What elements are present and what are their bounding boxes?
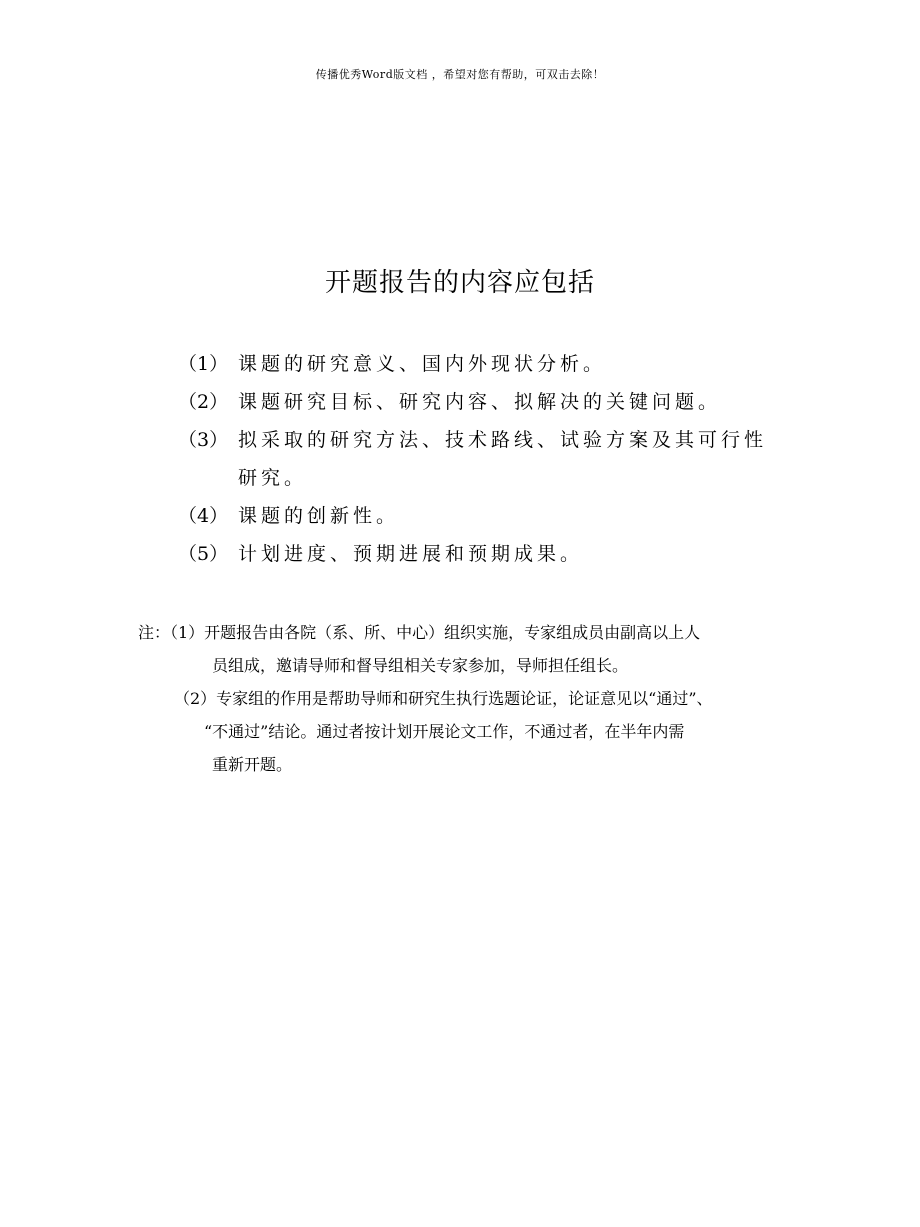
list-item-text-continuation: 研究。 xyxy=(238,467,308,489)
list-item xyxy=(178,535,818,573)
note-line: 重新开题。 xyxy=(212,755,293,774)
note-line: 员组成，邀请导师和督导组相关专家参加，导师担任组长。 xyxy=(212,656,629,675)
list-item-text: 课题的创新性。 xyxy=(238,505,400,527)
list-item xyxy=(178,345,818,383)
list-item-text-wrapper xyxy=(238,421,818,497)
notes-section xyxy=(138,616,798,781)
list-item-number: （2） xyxy=(178,391,229,413)
list-item xyxy=(178,421,818,497)
note-line: “不通过”结论。通过者按计划开展论文工作，不通过者，在半年内需 xyxy=(204,722,685,741)
list-item-text: 计划进度、预期进展和预期成果。 xyxy=(238,543,584,565)
list-item xyxy=(178,497,818,535)
list-item-text: 课题研究目标、研究内容、拟解决的关键问题。 xyxy=(238,391,722,413)
page-title: 开题报告的内容应包括 xyxy=(324,268,595,298)
list-item-number: （3） xyxy=(178,429,229,451)
list-item xyxy=(178,383,818,421)
list-item-number: （1） xyxy=(178,353,229,375)
list-item-text: 拟采取的研究方法、技术路线、试验方案及其可行性 xyxy=(238,429,768,451)
note-line: （2）专家组的作用是帮助导师和研究生执行选题论证，论证意见以“通过”、 xyxy=(174,689,713,708)
document-header-note: 传播优秀Word版文档 ，希望对您有帮助，可双击去除！ xyxy=(315,68,605,81)
content-list xyxy=(178,345,818,573)
list-item-number: （4） xyxy=(178,505,229,527)
list-item-text: 课题的研究意义、国内外现状分析。 xyxy=(238,353,607,375)
note-line: 注：（1）开题报告由各院（系、所、中心）组织实施，专家组成员由副高以上人 xyxy=(138,623,701,642)
list-item-number: （5） xyxy=(178,543,229,565)
